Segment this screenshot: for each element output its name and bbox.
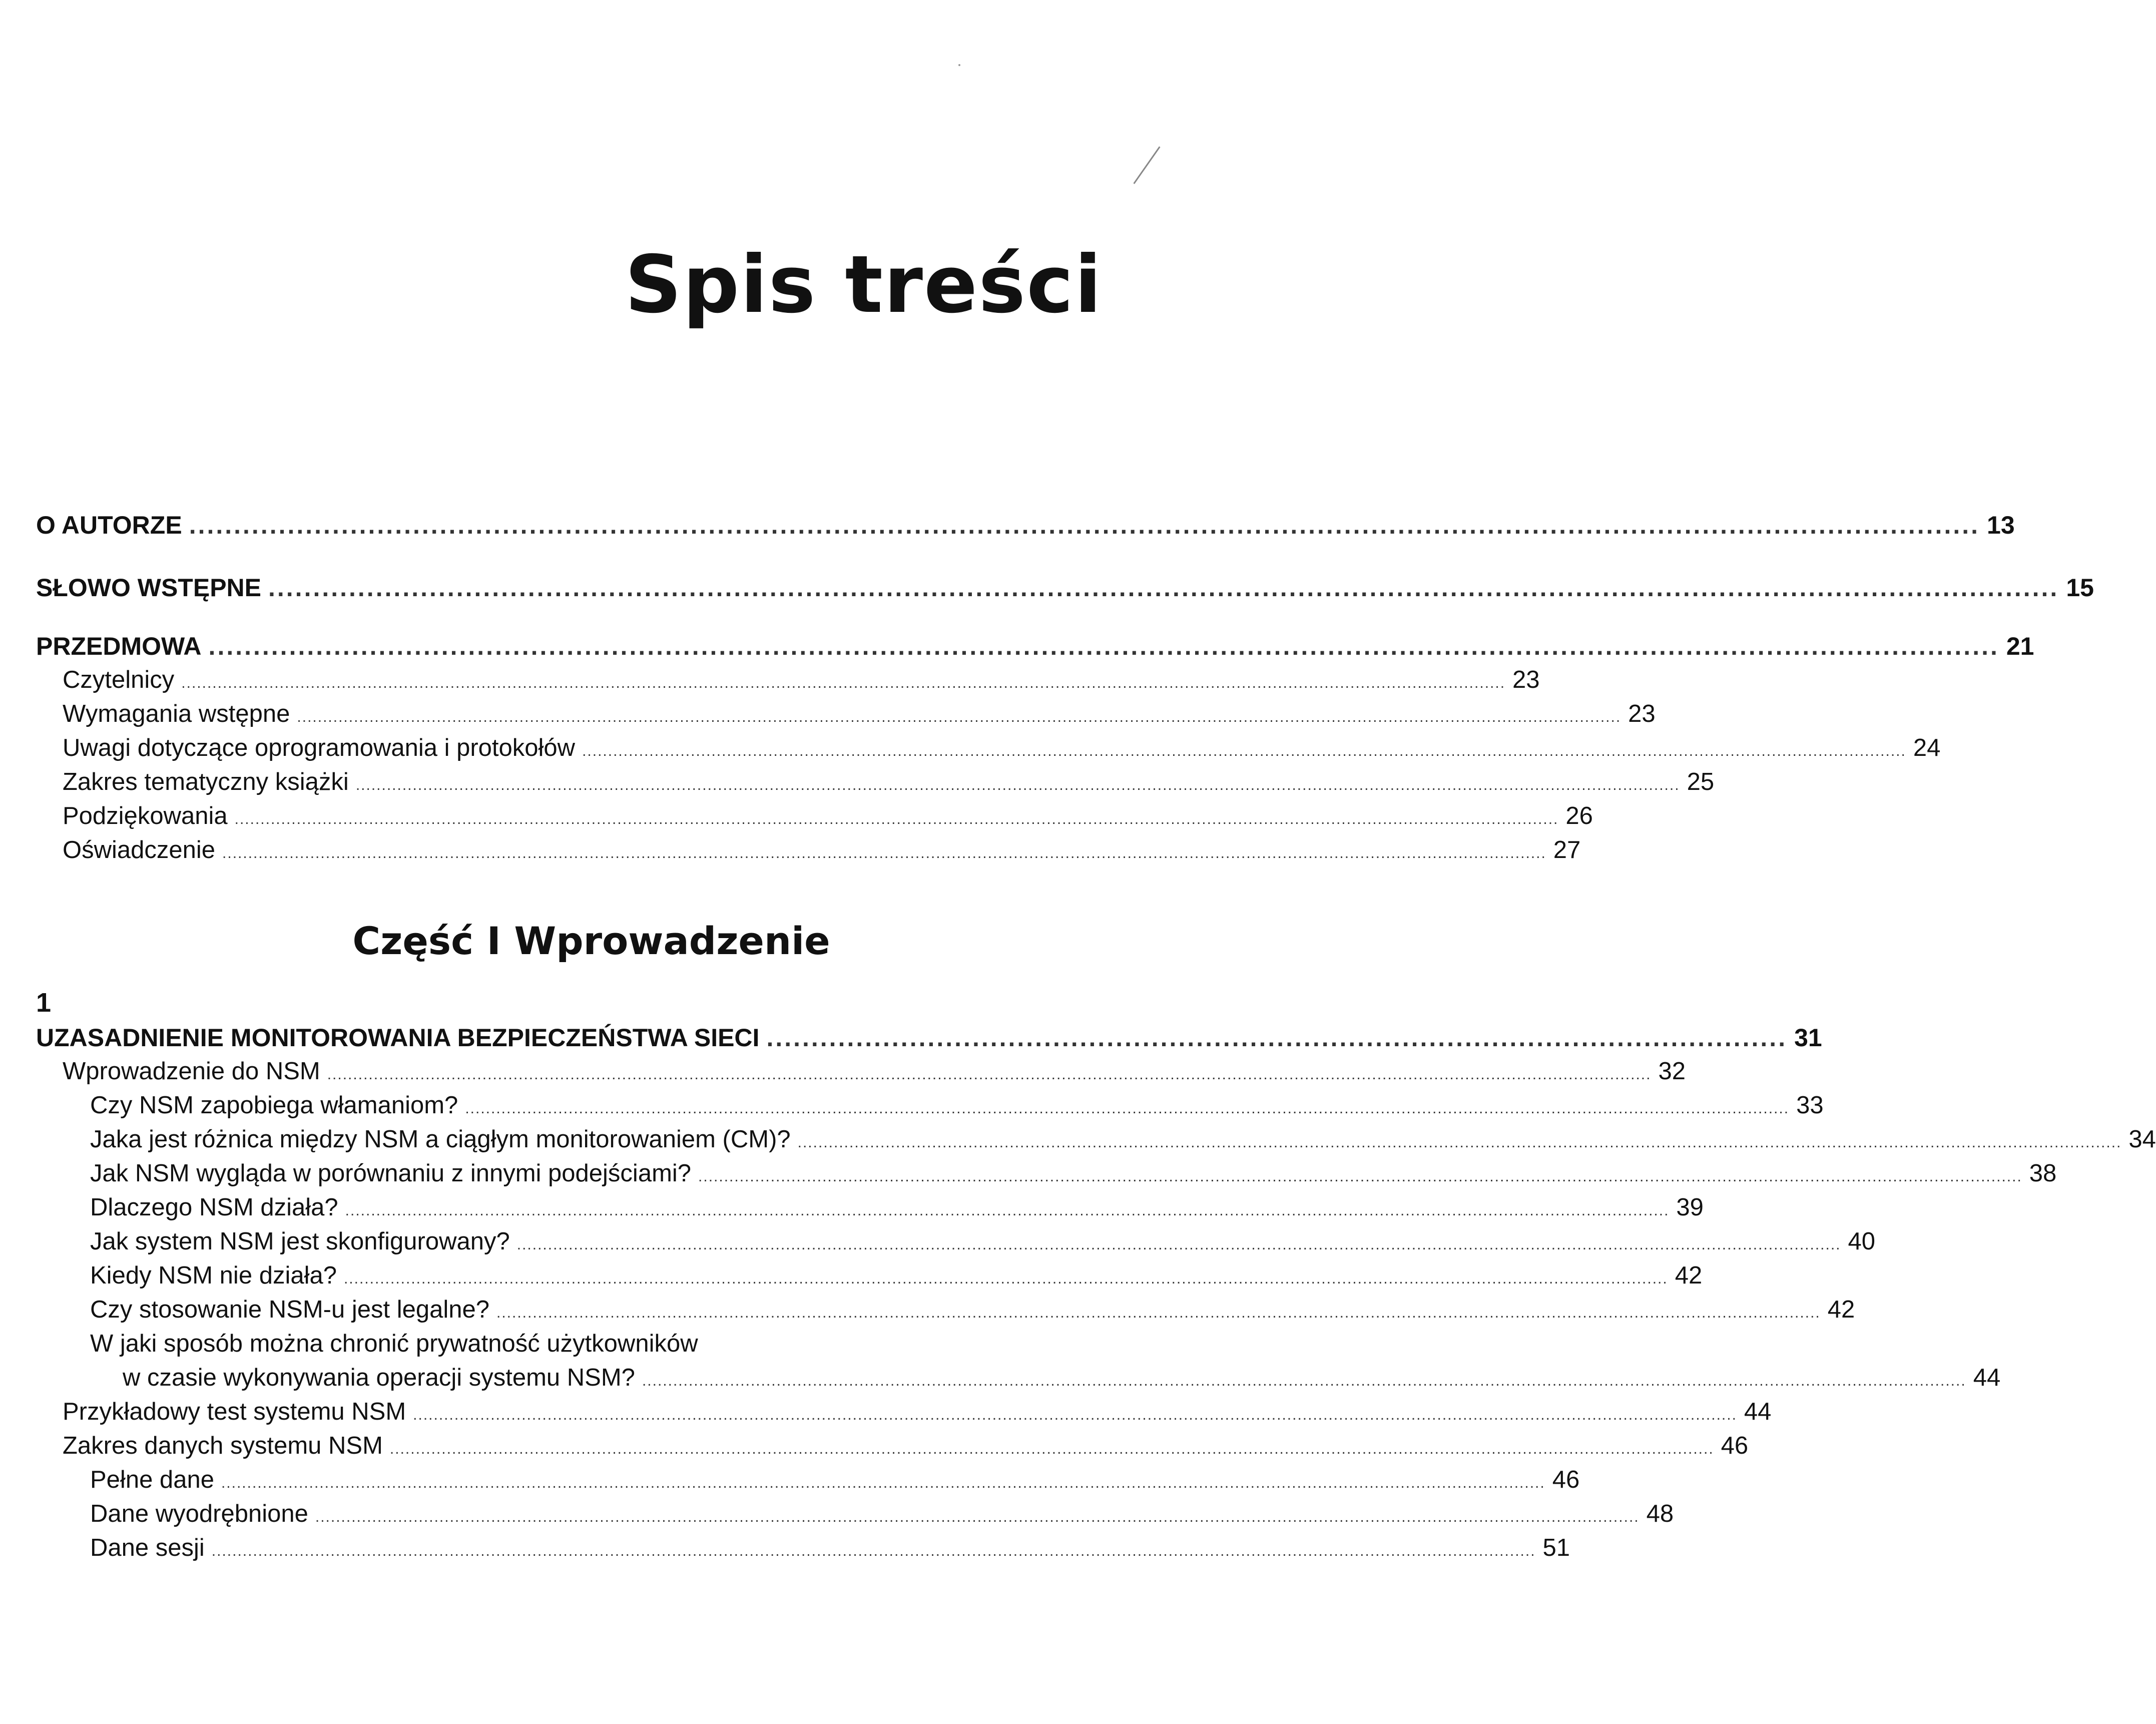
toc-label: PRZEDMOWA (36, 632, 202, 660)
toc-entry-legalne[interactable] (90, 1296, 1855, 1324)
dot-leader: ................................................................................................................................................................................................................................................................ (211, 1543, 1536, 1559)
toc-entry-podziekowania[interactable] (63, 802, 1593, 830)
toc-entry-wymagania[interactable] (63, 700, 1656, 728)
toc-entry-pelne-dane[interactable] (90, 1466, 1580, 1494)
dot-leader: ................................................................................................................................................................................................................................................................ (181, 675, 1506, 691)
dot-leader: ................................................................................................................................................................................................................................................................ (698, 1168, 2022, 1185)
toc-label: Czy NSM zapobiega włamaniom? (90, 1092, 458, 1119)
toc-page-number: 44 (1973, 1364, 2001, 1391)
dot-leader: ................................................................................................................................................................................................................................................................ (315, 1509, 1640, 1525)
toc-entry-dane-wyodrebnione[interactable] (90, 1500, 1674, 1528)
toc-label: Podziękowania (63, 802, 228, 829)
toc-page-number: 13 (1987, 511, 2015, 539)
dot-leader: ................................................................................................................................................................................................................................................................ (465, 1100, 1790, 1117)
dot-leader: .................................................................................................................. (766, 1024, 1788, 1052)
toc-entry-zakres-danych[interactable] (63, 1432, 1749, 1460)
toc-entry-slowo-wstepne[interactable] (36, 573, 2094, 602)
dot-leader: ................................................................................................................................................................................................................................................................ (221, 1475, 1545, 1491)
toc-label: Czy stosowanie NSM-u jest legalne? (90, 1296, 489, 1323)
toc-label: Czytelnicy (63, 666, 175, 693)
toc-label: Kiedy NSM nie działa? (90, 1262, 337, 1289)
toc-entry-zakres[interactable] (63, 768, 1715, 796)
toc-label: Uwagi dotyczące oprogramowania i protokołów (63, 734, 576, 761)
toc-page-number: 32 (1658, 1058, 1686, 1085)
dot-leader: ................................................................................................................................................................................................................................................................ (516, 1236, 1841, 1253)
part-heading: Część I Wprowadzenie (352, 919, 830, 963)
toc-page-number: 46 (1721, 1432, 1749, 1459)
toc-label: Dlaczego NSM działa? (90, 1194, 338, 1221)
toc-entry-przykladowy-test[interactable] (63, 1398, 1772, 1426)
toc-label: Zakres danych systemu NSM (63, 1432, 383, 1459)
toc-page-number: 34 (2128, 1126, 2156, 1153)
dot-leader: ................................................................................................................................................................................................................................................................ (389, 1441, 1714, 1457)
toc-page-number: 23 (1512, 666, 1540, 693)
dot-leader: ................................................................................................................................................................................................................................................................ (355, 777, 1680, 793)
toc-page-number: 23 (1628, 700, 1656, 727)
toc-page-number: 40 (1848, 1228, 1876, 1255)
toc-page-number: 38 (2029, 1160, 2057, 1187)
dot-leader: ................................................................................................................................................................................................................................................................ (642, 1373, 1966, 1389)
toc-entry-roznica-cm[interactable] (90, 1125, 2156, 1153)
toc-entry-prywatnosc-line1[interactable]: W jaki sposób można chronić prywatność użytkowników (90, 1330, 698, 1357)
toc-entry-prywatnosc-line2[interactable] (123, 1364, 2001, 1392)
dot-leader: ........................................................................................................................................................................................................ (268, 574, 2059, 602)
toc-entry-przedmowa[interactable] (36, 632, 2034, 661)
toc-entry-porownanie[interactable] (90, 1159, 2057, 1187)
toc-page-number: 48 (1646, 1500, 1674, 1527)
toc-page-number: 39 (1676, 1194, 1704, 1221)
toc-page-number: 27 (1553, 836, 1581, 864)
chapter-number: 1 (36, 988, 52, 1018)
toc-label: Zakres tematyczny książki (63, 768, 349, 795)
toc-page-number: 46 (1552, 1466, 1580, 1493)
toc-label: SŁOWO WSTĘPNE (36, 574, 261, 602)
dot-leader: ................................................................................................................................................................................................................................................................ (222, 845, 1546, 861)
dot-leader: ................................................................................................................................................................................................................................................................ (234, 811, 1559, 827)
scan-mark (1133, 146, 1160, 184)
toc-label: O AUTORZE (36, 511, 182, 539)
dot-leader: ................................................................................................................................................................................................................................................................ (413, 1407, 1737, 1423)
toc-page-number: 26 (1565, 802, 1593, 829)
toc-label: Jak system NSM jest skonfigurowany? (90, 1228, 510, 1255)
toc-label: w czasie wykonywania operacji systemu NSM? (123, 1364, 635, 1391)
page-title: Spis treści (625, 239, 1103, 331)
toc-page-number: 24 (1913, 734, 1941, 761)
toc-label: Oświadczenie (63, 836, 216, 864)
toc-page-number: 42 (1675, 1262, 1703, 1289)
toc-page-number: 25 (1687, 768, 1715, 795)
toc-entry-wprowadzenie-nsm[interactable] (63, 1057, 1686, 1085)
toc-entry-nie-dziala[interactable] (90, 1261, 1703, 1289)
toc-page-number: 33 (1796, 1092, 1824, 1119)
toc-label: Pełne dane (90, 1466, 214, 1493)
toc-label: UZASADNIENIE MONITOROWANIA BEZPIECZEŃSTWA SIECI (36, 1024, 760, 1052)
toc-entry-dlaczego-dziala[interactable] (90, 1193, 1704, 1221)
toc-entry-o-autorze[interactable] (36, 511, 2015, 540)
toc-label: Dane sesji (90, 1534, 205, 1561)
dot-leader: ................................................................................................................................................................................................................................................................ (297, 709, 1622, 725)
toc-page-number: 31 (1794, 1024, 1822, 1052)
toc-entry-chapter-1[interactable] (36, 1023, 1822, 1052)
toc-label: Przykładowy test systemu NSM (63, 1398, 406, 1425)
toc-label: Dane wyodrębnione (90, 1500, 308, 1527)
toc-page-number: 42 (1827, 1296, 1855, 1323)
toc-label: Jaka jest różnica między NSM a ciągłym monitorowaniem (CM)? (90, 1126, 791, 1153)
dot-leader: ................................................................................................................................................................................................................................................................ (582, 743, 1906, 759)
scan-speck (958, 64, 960, 66)
toc-entry-czytelnicy[interactable] (63, 666, 1540, 694)
dot-leader: ........................................................................................................................................................................................................ (189, 511, 1980, 539)
dot-leader: ........................................................................................................................................................................................................ (208, 632, 1999, 660)
toc-entry-uwagi[interactable] (63, 734, 1941, 762)
toc-label: Wprowadzenie do NSM (63, 1058, 320, 1085)
toc-label: Wymagania wstępne (63, 700, 290, 727)
toc-entry-zapobiega[interactable] (90, 1091, 1824, 1119)
dot-leader: ................................................................................................................................................................................................................................................................ (343, 1270, 1668, 1287)
toc-entry-oswiadczenie[interactable] (63, 836, 1581, 864)
toc-page-number: 51 (1542, 1534, 1570, 1561)
dot-leader: ................................................................................................................................................................................................................................................................ (345, 1202, 1670, 1219)
toc-label: Jak NSM wygląda w porównaniu z innymi podejściami? (90, 1160, 692, 1187)
toc-entry-dane-sesji[interactable] (90, 1534, 1570, 1562)
dot-leader: ................................................................................................................................................................................................................................................................ (797, 1134, 2122, 1151)
dot-leader: ................................................................................................................................................................................................................................................................ (327, 1066, 1652, 1083)
dot-leader: ................................................................................................................................................................................................................................................................ (496, 1305, 1821, 1321)
toc-entry-skonfigurowany[interactable] (90, 1227, 1876, 1255)
toc-page-number: 15 (2066, 574, 2094, 602)
toc-page-number: 21 (2006, 632, 2034, 660)
toc-page-number: 44 (1744, 1398, 1772, 1425)
